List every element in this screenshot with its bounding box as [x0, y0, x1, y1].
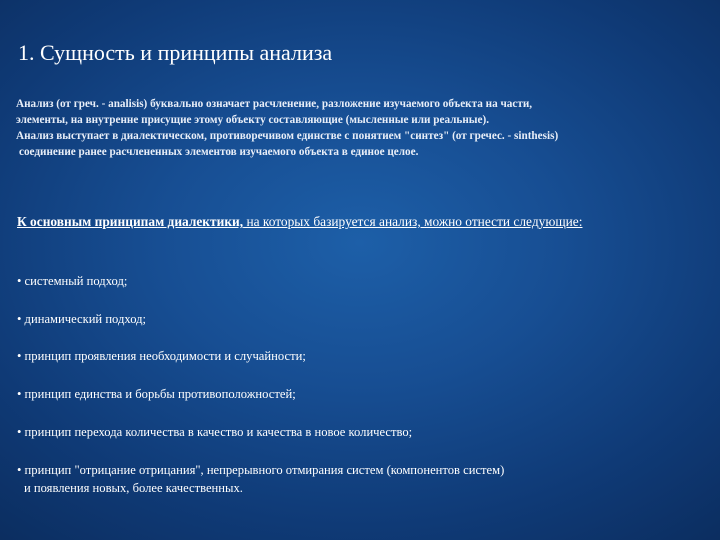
principle-item — [17, 272, 127, 290]
principle-text-continuation: и появления новых, более качественных. — [24, 481, 243, 495]
intro-line-4: соединение ранее расчлененных элементов изучаемого объекта в единое целое. — [19, 146, 419, 158]
principle-text: • динамический подход; — [17, 312, 147, 326]
intro-line-2: элементы, на внутренне присущие этому объекту составляющие (мысленные или реальные). — [16, 114, 490, 126]
principle-text: • принцип "отрицание отрицания", непрерывного отмирания систем (компонентов систем) — [17, 463, 505, 477]
principle-text: • принцип перехода количества в качество и качества в новое количество; — [17, 425, 413, 439]
principles-heading-rest: на которых базируется анализ, можно отнести следующие: — [243, 214, 583, 229]
principle-item — [17, 310, 146, 328]
slide-title: 1. Сущность и принципы анализа — [18, 40, 333, 65]
principle-item — [17, 461, 504, 497]
principle-item — [17, 423, 412, 441]
principle-text: • системный подход; — [17, 274, 128, 288]
principles-heading-emphasis: К основным принципам диалектики, — [17, 214, 244, 229]
intro-line-1: Анализ (от греч. - analisis) буквально означает расчленение, разложение изучаемого объекта на части, — [16, 98, 533, 110]
principle-text: • принцип единства и борьбы противоположностей; — [17, 387, 296, 401]
principle-item — [17, 347, 306, 365]
principle-text: • принцип проявления необходимости и случайности; — [17, 349, 306, 363]
intro-line-3: Анализ выступает в диалектическом, противоречивом единстве с понятием "синтез" (от гречес. - sinthesis) — [16, 130, 559, 142]
intro-paragraph — [16, 96, 706, 160]
principles-heading — [17, 214, 582, 230]
principle-item — [17, 385, 296, 403]
